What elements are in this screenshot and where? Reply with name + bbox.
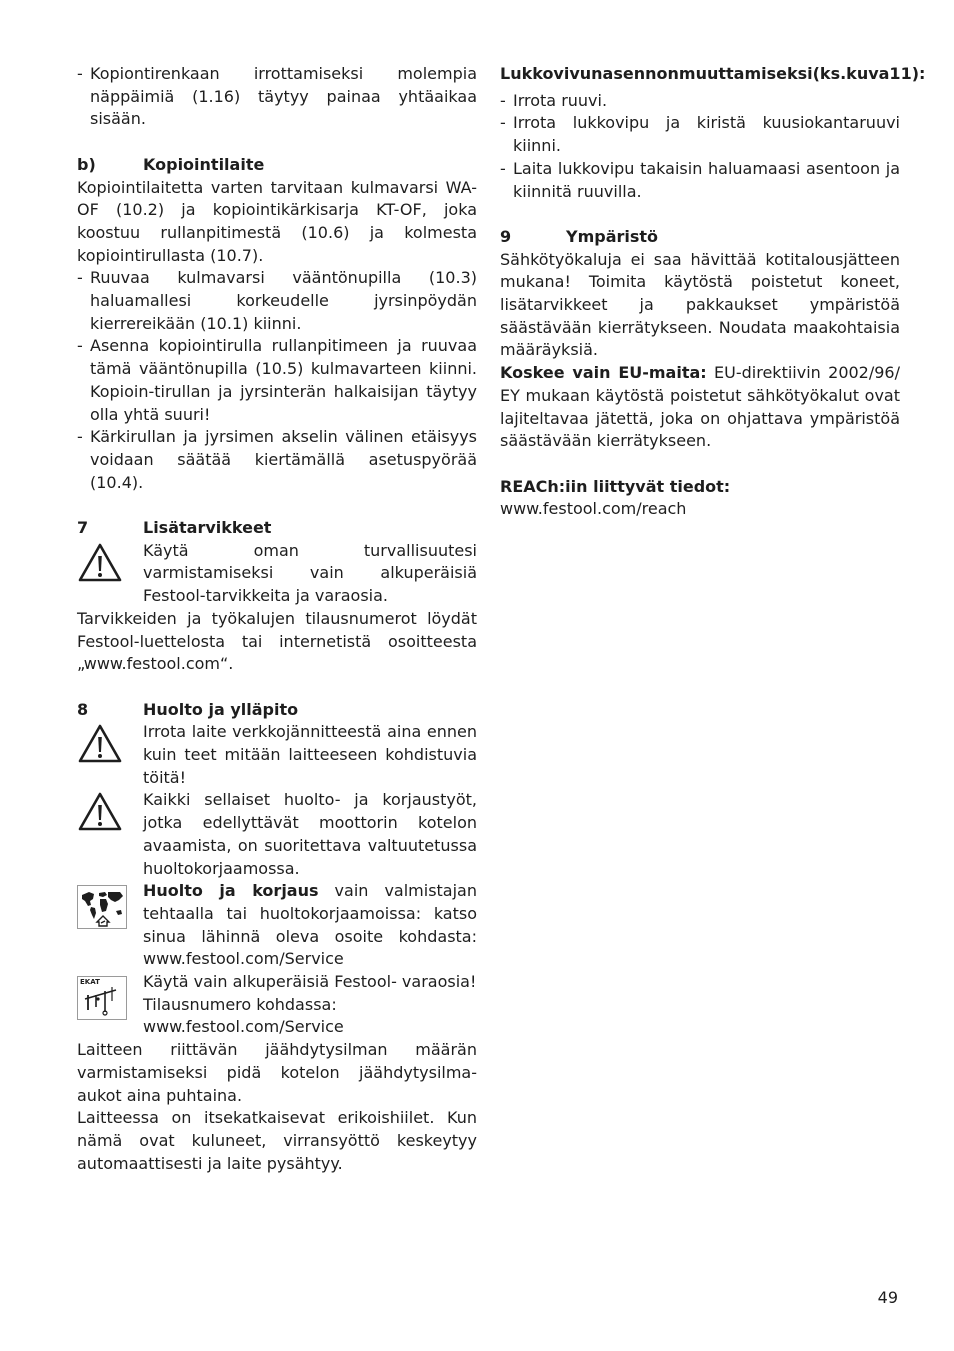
section-9-text: Sähkötyökaluja ei saa hävittää kotitalousjätteen mukana! Toimita käytöstä poistetut koneet, lisätarvikkeet ja pakkaukset ympäristöä säästävään kierrätykseen. Noudata maakohtaisia määräyksiä. <box>500 249 900 360</box>
section-b-heading <box>77 154 477 177</box>
ekat-spare-parts-icon <box>77 976 127 1020</box>
section-b-title: Kopiointilaite <box>143 154 265 174</box>
warning-triangle-icon <box>77 723 123 765</box>
section-8-service-text <box>143 880 477 971</box>
section-9-eu-text <box>500 362 900 453</box>
spare-parts-text <box>143 971 477 1039</box>
reach-title: REACh:iin liittyvät tiedot: <box>500 476 731 496</box>
world-map-service-icon <box>77 885 127 929</box>
warning-triangle-icon <box>77 791 123 833</box>
section-8-service <box>77 880 477 971</box>
section-8-warning-1-text: Irrota laite verkkojännitteestä aina ennen kuin teet mitään laitteeseen kohdistuvia töitä! <box>143 722 477 787</box>
section-7-title: Lisätarvikkeet <box>143 518 272 538</box>
section-9-heading <box>500 226 900 249</box>
reach-url[interactable]: www.festool.com/reach <box>500 499 687 519</box>
service-bold-label: Huolto ja korjaus <box>143 881 319 901</box>
section-8-para-2: Laitteessa on itsekatkaisevat erikoishiilet. Kun nämä ovat kuluneet, virransyöttö keskeytyy automaattisesti ja laite pysähtyy. <box>77 1108 477 1173</box>
section-8-warning-1 <box>77 721 477 789</box>
right-column <box>500 63 926 521</box>
section-8-heading <box>77 699 477 722</box>
section-8-spare-parts <box>77 971 477 1039</box>
section-8-number: 8 <box>77 699 89 719</box>
spare-parts-line-3: www.festool.com/Service <box>143 1017 344 1037</box>
lock-lever-title: Lukkovivunasennonmuuttamiseksi(ks.kuva11): <box>500 64 926 83</box>
section-7-text: Tarvikkeiden ja työkalujen tilausnumerot löydät Festool-luettelosta tai internetistä osoitteesta „www.festool.com“. <box>77 608 477 674</box>
lock-lever-bullet: - Irrota lukkovipu ja kiristä kuusiokantaruuvi kiinni. <box>500 112 900 157</box>
section-b-bullet: - Ruuvaa kulmavarsi vääntönupilla (10.3) haluamallesi korkeudelle jyrsinpöydän kierrereikään (10.1) kiinni. <box>77 267 477 335</box>
lock-lever-heading <box>500 63 926 86</box>
service-body-text: vain valmistajan tehtaalla tai huoltokorjaamoissa: katso sinua lähinnä oleva osoite kohdasta: www.festool.com/Service <box>143 881 477 969</box>
ekat-label: EKAT <box>80 978 100 987</box>
section-8-para-1: Laitteen riittävän jäähdytysilman määrän varmistamiseksi pidä kotelon jäähdytysilma-aukot aina puhtaina. <box>77 1040 477 1105</box>
warning-triangle-icon <box>77 542 123 584</box>
section-b-text: Kopiointilaitetta varten tarvitaan kulmavarsi WA-OF (10.2) ja kopiointikärkisarja KT-OF, joka koostuu rullanpitimestä (10.6) ja kolmesta kopiointirullasta (10.7). <box>77 177 477 265</box>
eu-bold-label: Koskee vain EU-maita: <box>500 363 707 383</box>
spare-parts-line-2: Tilausnumero kohdassa: <box>143 994 337 1014</box>
section-b-bullet: - Kärkirullan ja jyrsimen akselin välinen etäisyys voidaan säätää kiertämällä asetuspyörää (10.4). <box>77 426 477 494</box>
section-7-heading <box>77 517 477 540</box>
lock-lever-bullet: - Irrota ruuvi. <box>500 90 900 113</box>
section-b-bullet: - Asenna kopiointirulla rullanpitimeen ja ruuvaa tämä vääntönupilla (10.5) kulmavarteen kiinni. Kopioin-tirullan ja jyrsinterän halkaisijan täytyy olla yhtä suuri! <box>77 335 477 426</box>
spare-parts-line-1: Käytä vain alkuperäisiä Festool- varaosia! <box>143 972 477 992</box>
section-b-letter: b) <box>77 154 96 174</box>
section-7-warning-text: Käytä oman turvallisuutesi varmistamiseksi vain alkuperäisiä Festool-tarvikkeita ja varaosia. <box>143 540 477 606</box>
section-9-title: Ympäristö <box>566 226 659 246</box>
left-column <box>77 63 477 1175</box>
section-7-warning <box>77 540 477 608</box>
intro-bullet: - Kopiontirenkaan irrottamiseksi molempia näppäimiä (1.16) täytyy painaa yhtäaikaa sisään. <box>77 63 477 131</box>
section-7-number: 7 <box>77 518 89 538</box>
section-9-number: 9 <box>500 226 512 246</box>
section-8-title: Huolto ja ylläpito <box>143 699 299 719</box>
lock-lever-bullet: - Laita lukkovipu takaisin haluamaasi asentoon ja kiinnitä ruuvilla. <box>500 158 900 203</box>
page-number: 49 <box>877 1288 898 1307</box>
section-8-warning-2-text: Kaikki sellaiset huolto- ja korjaustyöt, jotka edellyttävät moottorin kotelon avaamista, on suoritettava valtuutetussa huoltokorjaamossa. <box>143 790 477 878</box>
eu-body-text: EU-direktiivin 2002/96/ EY mukaan käytöstä poistetut sähkötyökalut ovat lajiteltavaa jätettä, joka on ohjattava ympäristöä säästävään kierrätykseen. <box>500 363 900 451</box>
section-8-warning-2 <box>77 789 477 880</box>
